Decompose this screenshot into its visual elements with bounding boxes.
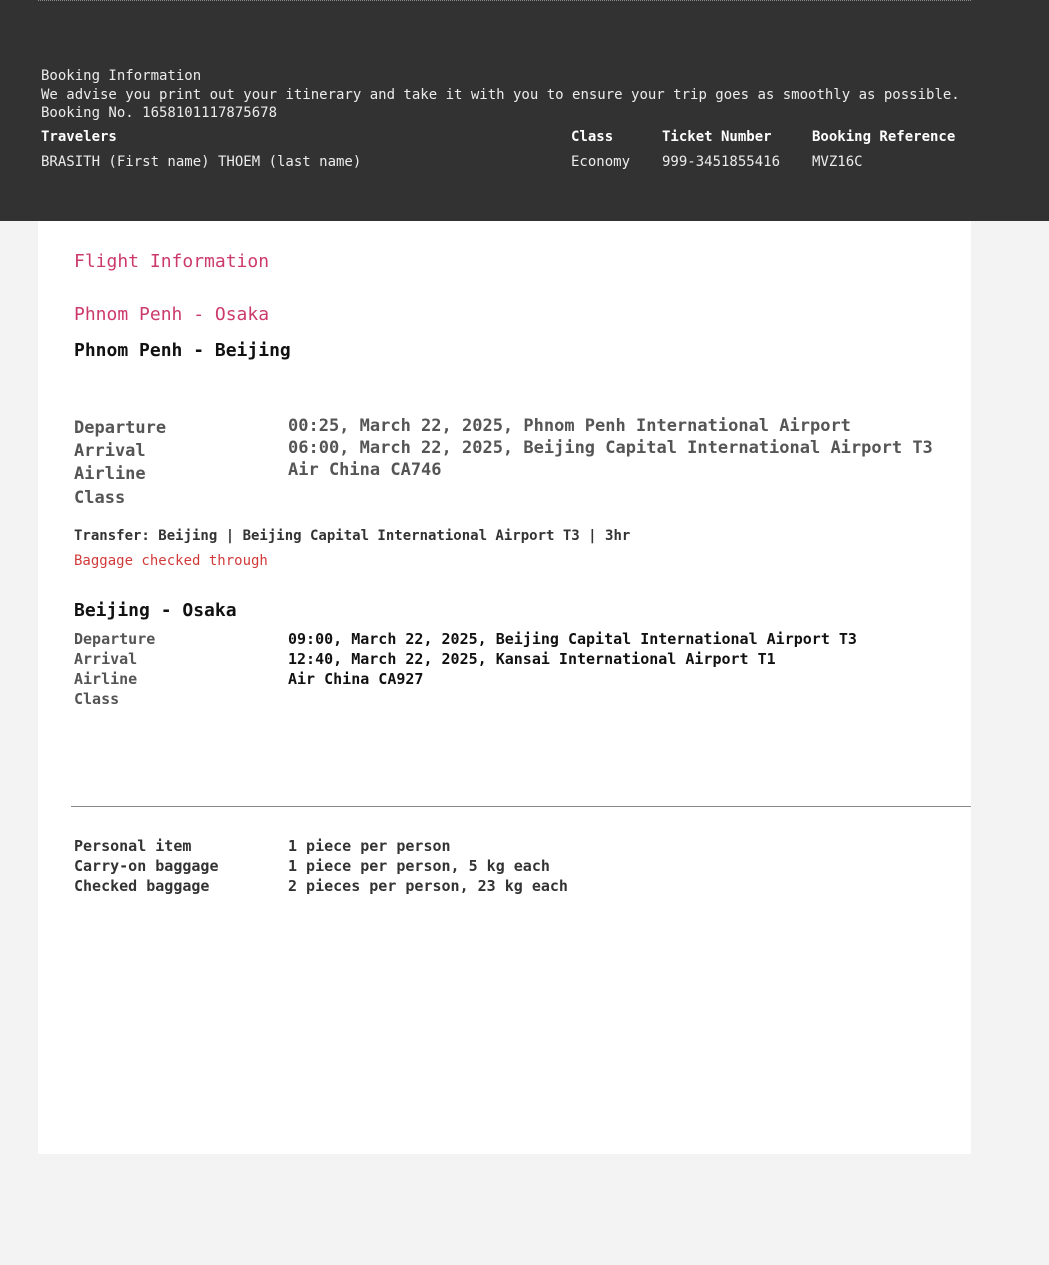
baggage-checked-through: Baggage checked through <box>74 553 268 569</box>
booking-info-title: Booking Information <box>41 68 202 84</box>
departure-label: Departure <box>74 418 167 438</box>
ticket-number: 999-3451855416 <box>662 154 781 170</box>
section-divider <box>71 806 971 807</box>
arrival-value: 06:00, March 22, 2025, Beijing Capital International Airport T3 <box>288 438 933 458</box>
carry-on-value: 1 piece per person, 5 kg each <box>288 857 550 875</box>
checked-baggage-value: 2 pieces per person, 23 kg each <box>288 877 568 895</box>
departure-value: 00:25, March 22, 2025, Phnom Penh International Airport <box>288 416 851 436</box>
airline-label: Airline <box>74 464 146 484</box>
segment-2-title: Beijing - Osaka <box>74 600 237 621</box>
personal-item-value: 1 piece per person <box>288 837 451 855</box>
booking-reference: MVZ16C <box>812 154 863 170</box>
booking-header <box>0 0 1049 221</box>
airline-label: Airline <box>74 670 138 688</box>
booking-number: Booking No. 1658101117875678 <box>41 105 278 121</box>
travelers-header: Travelers <box>41 129 117 145</box>
transfer-info: Transfer: Beijing | Beijing Capital International Airport T3 | 3hr <box>74 528 631 544</box>
arrival-value: 12:40, March 22, 2025, Kansai International Airport T1 <box>288 650 776 668</box>
traveler-name: BRASITH (First name) THOEM (last name) <box>41 154 362 170</box>
flight-info-title: Flight Information <box>74 251 270 272</box>
class-label: Class <box>74 690 120 708</box>
arrival-label: Arrival <box>74 441 146 461</box>
route-title: Phnom Penh - Osaka <box>74 304 270 325</box>
traveler-class: Economy <box>571 154 631 170</box>
itinerary-card <box>38 221 971 1154</box>
departure-value: 09:00, March 22, 2025, Beijing Capital International Airport T3 <box>288 630 857 648</box>
airline-value: Air China CA927 <box>288 670 424 688</box>
booking-reference-header: Booking Reference <box>812 129 956 145</box>
airline-value: Air China CA746 <box>288 460 442 480</box>
class-label: Class <box>74 488 126 508</box>
ticket-number-header: Ticket Number <box>662 129 772 145</box>
carry-on-label: Carry-on baggage <box>74 857 219 875</box>
booking-advice: We advise you print out your itinerary and take it with you to ensure your trip goes as smoothly as possible. <box>41 87 960 103</box>
header-dotted-rule <box>38 0 971 2</box>
class-header: Class <box>571 129 614 145</box>
checked-baggage-label: Checked baggage <box>74 877 210 895</box>
departure-label: Departure <box>74 630 156 648</box>
personal-item-label: Personal item <box>74 837 192 855</box>
segment-1-title: Phnom Penh - Beijing <box>74 340 291 361</box>
arrival-label: Arrival <box>74 650 138 668</box>
